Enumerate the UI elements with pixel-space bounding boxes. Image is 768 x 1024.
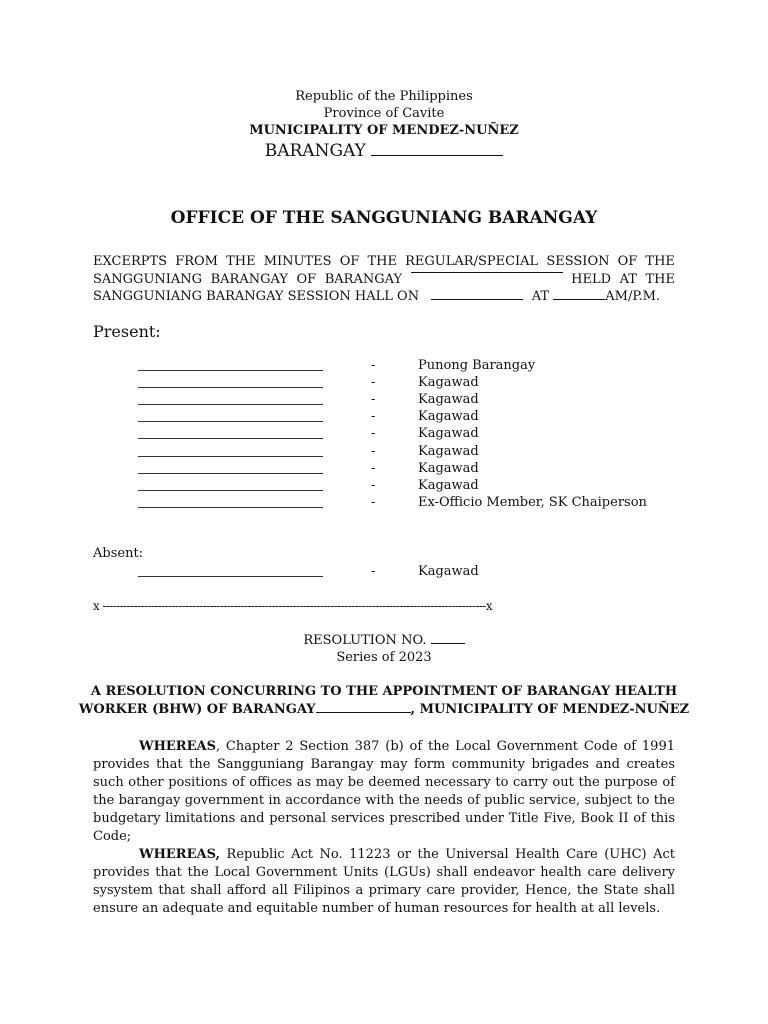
excerpt-paragraph: [93, 253, 675, 306]
excerpt-word: THE: [367, 254, 398, 269]
excerpt-word: THE: [645, 271, 675, 287]
excerpt-word: OF: [617, 254, 638, 269]
member-role: Punong Barangay: [418, 358, 536, 373]
excerpt-word: BARANGAY: [324, 271, 403, 287]
present-member-row: [0, 444, 768, 461]
member-dash: -: [371, 409, 376, 425]
present-member-row: [0, 358, 768, 375]
municipality-line: MUNICIPALITY OF MENDEZ-NUÑEZ: [249, 123, 519, 138]
excerpt-word: EXCERPTS: [93, 254, 168, 269]
excerpt-word: AT: [619, 271, 637, 287]
present-member-row: [0, 409, 768, 426]
province-line: Province of Cavite: [323, 106, 445, 121]
barangay-name-blank[interactable]: [371, 154, 503, 156]
absent-label: Absent:: [93, 546, 144, 561]
member-role: Kagawad: [418, 375, 479, 391]
member-role: Kagawad: [418, 409, 479, 425]
excerpt-word: FROM: [175, 254, 218, 269]
whereas-lead: WHEREAS: [139, 739, 216, 754]
bhw-barangay-blank[interactable]: [316, 711, 411, 713]
member-name-blank[interactable]: [138, 456, 323, 457]
excerpt-text: AT: [531, 289, 550, 304]
member-dash: -: [371, 358, 376, 373]
member-name-blank[interactable]: [138, 473, 323, 474]
member-role: Kagawad: [418, 392, 479, 408]
member-role: Kagawad: [418, 477, 479, 493]
present-member-row: [0, 478, 768, 495]
member-name-blank[interactable]: [138, 490, 323, 491]
member-name-blank[interactable]: [138, 438, 323, 439]
member-dash: -: [371, 375, 376, 391]
resolution-body: [93, 738, 675, 918]
excerpt-line-1: [93, 253, 675, 271]
excerpt-word: THE: [226, 254, 256, 269]
resolution-title-text: , MUNICIPALITY OF MENDEZ-NUÑEZ: [410, 702, 690, 717]
absent-member-row: [0, 564, 768, 581]
whereas-clause-2: [93, 846, 675, 918]
session-date-blank[interactable]: [431, 298, 523, 300]
member-dash: -: [371, 460, 376, 476]
member-name-blank[interactable]: [138, 387, 323, 388]
excerpt-word: BARANGAY: [210, 271, 288, 287]
member-role: Kagawad: [418, 426, 479, 442]
present-member-row: [0, 461, 768, 478]
excerpt-word: THE: [645, 254, 675, 269]
member-dash: -: [371, 564, 376, 579]
resolution-title-line-1: A RESOLUTION CONCURRING TO THE APPOINTMENT OF BARANGAY HEALTH: [90, 684, 678, 699]
resolution-number-label: RESOLUTION NO.: [303, 633, 427, 648]
member-dash: -: [371, 494, 376, 510]
excerpt-word: MINUTES: [263, 254, 332, 269]
office-title: OFFICE OF THE SANGGUNIANG BARANGAY: [170, 208, 598, 228]
member-name-blank[interactable]: [138, 404, 323, 405]
member-dash: -: [371, 426, 376, 442]
present-member-row: [0, 495, 768, 512]
whereas-clause-1: [93, 738, 675, 846]
member-name-blank[interactable]: [138, 507, 323, 508]
member-dash: -: [371, 477, 376, 493]
whereas-text: Republic Act No. 11223 or the Universal Health Care (UHC) Act provides that the Local Government Units (LGUs) shall endeavor health care delivery sysystem that shall afford all Filipinos a primary care provider, Hence, the State shall ensure an adequate and equitable number of human resources for health at all levels.: [93, 847, 675, 916]
session-time-blank[interactable]: [553, 298, 605, 300]
excerpt-line-2: [93, 271, 675, 289]
member-name-blank[interactable]: [138, 370, 323, 371]
excerpt-word: HELD: [571, 271, 612, 287]
member-dash: -: [371, 443, 376, 459]
member-name-blank[interactable]: [138, 576, 323, 577]
present-member-row: [0, 392, 768, 409]
resolution-number-blank[interactable]: [431, 642, 465, 644]
excerpt-word: SESSION: [546, 254, 610, 269]
present-member-row: [0, 375, 768, 392]
member-role: Kagawad: [418, 460, 479, 476]
excerpt-word: OF: [296, 271, 317, 287]
excerpt-line-3: [93, 288, 675, 306]
resolution-number: [0, 632, 768, 649]
present-member-row: [0, 426, 768, 443]
whereas-lead: WHEREAS,: [139, 847, 221, 862]
whereas-text: , Chapter 2 Section 387 (b) of the Local Government Code of 1991 provides that the Sangguniang Barangay may form community brigades and creates such other positions of offices as may be deemed necessary to carry out the purpose of the barangay government in accordance with the needs of public service, subject to the budgetary limitations and personal services prescribed under Title Five, Book II of this Code;: [93, 739, 675, 844]
republic-line: Republic of the Philippines: [295, 89, 473, 104]
barangay-label: BARANGAY: [264, 141, 366, 161]
separator-line: x ---------------------------------------------------------------------------------------------------------------x: [93, 599, 493, 613]
present-label: Present:: [93, 322, 161, 341]
excerpt-word: SANGGUNIANG: [93, 271, 203, 287]
excerpt-word: REGULAR/SPECIAL: [405, 254, 539, 269]
resolution-title-text: WORKER (BHW) OF BARANGAY: [78, 702, 316, 717]
member-role: Ex-Officio Member, SK Chaiperson: [418, 494, 647, 510]
member-name-blank[interactable]: [138, 421, 323, 422]
member-role: Kagawad: [418, 564, 479, 579]
excerpt-text: SANGGUNIANG BARANGAY SESSION HALL ON: [93, 289, 420, 304]
excerpt-text: AM/P.M.: [605, 289, 661, 304]
resolution-title-line-2: [0, 701, 768, 719]
member-role: Kagawad: [418, 443, 479, 459]
session-barangay-blank[interactable]: [411, 271, 563, 273]
member-dash: -: [371, 392, 376, 408]
excerpt-word: OF: [339, 254, 360, 269]
resolution-series: Series of 2023: [336, 650, 432, 665]
barangay-line: [0, 141, 768, 161]
